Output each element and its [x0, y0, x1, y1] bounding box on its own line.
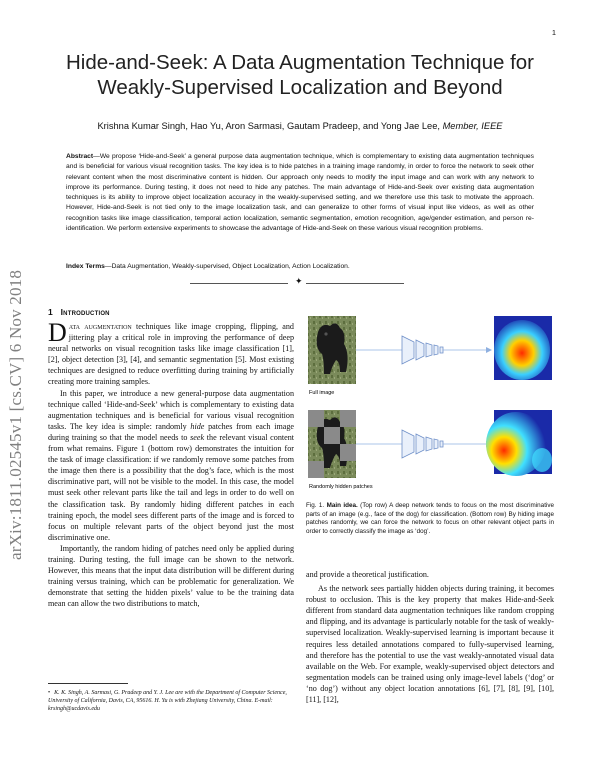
intro-text-2b: patches from each image during training so that the model needs to: [48, 421, 294, 442]
caption-bold: Main idea.: [326, 502, 358, 509]
intro-hide-word: hide: [190, 421, 205, 431]
right-paragraph-0: and provide a theoretical justification.: [306, 570, 429, 579]
heatmap-bottom: [486, 410, 552, 476]
right-paragraph-1: As the network sees partially hidden objects during training, it becomes robust to occlusion. This is the key property that makes Hide-and-Seek different from standard data augmentation techniques like random cropping and flipping, and its advantage is particularly notable for the task of weakly-supervised localization. Weakly-supervised learning is important because it requires less detailed annotations compared to fully-supervised learning, and therefore has the potential to use the vast weakly-annotated visual data available on the Web. For example, weakly-supervised object detectors and segmentation models can be trained using only image-level labels (‘dog’ or ‘no dog’) without any object location annotations [6], [7], [8], [9], [10], [11], [12],: [306, 584, 554, 705]
section-heading: [48, 307, 110, 317]
intro-paragraph-1: [48, 318, 294, 388]
paper-title: Hide-and-Seek: A Data Augmentation Technique for Weakly-Supervised Localization and Beyond: [65, 51, 535, 99]
figure-1: [306, 314, 558, 494]
label-full-image: Full image: [309, 390, 335, 396]
footnote-text: K. K. Singh, A. Sarmasi, G. Pradeep and Y. J. Lee are with the Department of Computer Science, University of California, Davis, CA, 95616. H. Yu is with Zhejiang University, China. E-mail: krsingh@ucdavis.edu: [48, 690, 287, 713]
author-list: [40, 121, 560, 131]
author-membership: Member, IEEE: [442, 121, 503, 131]
intro-seek-word: seek: [190, 432, 205, 442]
intro-text-1: techniques like image cropping, flipping, and jittering play a critical role in improving the performance of deep neural networks on visual recognition tasks like image classification [1], [2], object detection [3], [4], and semantic segmentation [5]. Most existing techniques are designed to reduce overfitting during training by artificially creating more training samples.: [48, 322, 294, 387]
abstract: [66, 152, 534, 234]
section-number: 1: [48, 307, 53, 317]
intro-smallcaps: ata augmentation: [68, 322, 132, 331]
network-bottom: [356, 430, 492, 458]
author-names: Krishna Kumar Singh, Hao Yu, Aron Sarmasi, Gautam Pradeep, and Yong Jae Lee,: [97, 121, 440, 131]
abstract-text: —We propose ‘Hide-and-Seek’ a general purpose data augmentation technique, which is complementary to existing data augmentation techniques and is beneficial for various visual recognition tasks. The key idea is to hide patches in a training image randomly, in order to force the network to seek other relevant content when the most discriminative content is hidden. Our approach only needs to modify the input image and can work with any network to improve its performance. During testing, it does not need to hide any patches. The main advantage of Hide-and-Seek over existing data augmentation techniques is its ability to improve object localization accuracy in the weakly-supervised setting, and we therefore use this task to motivate the approach. However, Hide-and-Seek is not tied only to the image localization task, and can generalize to other forms of visual input like videos, as well as other recognition tasks like image classification, temporal action localization, semantic segmentation, emotion recognition, age/gender estimation, and person re-identification. We perform extensive experiments to showcase the advantage of Hide-and-Seek on these various visual recognition problems.: [66, 153, 534, 233]
caption-label: Fig. 1.: [306, 502, 325, 509]
intro-paragraph-3: Importantly, the random hiding of patches need only be applied during training. During testing, the full image can be shown to the network. However, this means that the input data distribution will be different during training versus training, which can be problematic for generalization. We demonstrate that setting the hidden pixels’ value to be the training data mean can allow the two distributions to match,: [48, 543, 294, 609]
heatmap-top: [494, 316, 552, 380]
index-terms-text: —Data Augmentation, Weakly-supervised, Object Localization, Action Localization.: [104, 263, 350, 270]
intro-text-2a: In this paper, we introduce a new general-purpose data augmentation technique called ‘Hide-and-Seek’ which is complementary to existing data augmentation techniques and is beneficial for various visual recognition tasks. The key idea is simple: randomly: [48, 388, 294, 431]
left-column: [48, 318, 295, 609]
footnote-bullet: •: [48, 690, 51, 696]
caption-text: (Top row) A deep network tends to focus on the most discriminative parts of an image (e.g., face of the dog) for classification. (Bottom row) By hiding image patches randomly, we can force the network to focus on other relevant object parts in order to correctly classify the image as ‘dog’.: [306, 502, 554, 536]
page-number: 1: [551, 28, 556, 37]
footnote-rule: [48, 683, 128, 684]
section-title: Introduction: [60, 307, 110, 317]
hidden-patches-panel: [308, 410, 356, 478]
divider-right: [306, 283, 404, 284]
drop-cap: D: [48, 318, 67, 347]
right-column: [306, 569, 554, 705]
footnote: [48, 689, 294, 714]
figure-1-graphic: [306, 314, 558, 494]
label-hidden-patches: Randomly hidden patches: [309, 484, 373, 490]
intro-paragraph-2: [48, 388, 294, 543]
arxiv-stamp: arXiv:1811.02545v1 [cs.CV] 6 Nov 2018: [6, 269, 25, 560]
index-terms: [66, 262, 534, 272]
index-terms-label: Index Terms: [66, 263, 105, 270]
figure-caption: [306, 502, 554, 537]
abstract-label: Abstract: [66, 153, 94, 160]
intro-text-2c: the relevant visual content from what remains. Figure 1 (bottom row) demonstrates the intuition for the task of image classification: if we randomly remove some patches from the image then there is a possibility that the dog’s face, which is the most discriminative part, will not be visible to the model. In this case, the model must seek other relevant parts like the tail and legs in order to do well on the classification task. By randomly hiding different patches in each training epoch, the model sees different parts of the image and is forced to focus on multiple relevant parts of the object beyond just the most discriminative one.: [48, 432, 295, 542]
divider-left: [190, 283, 288, 284]
divider-ornament: ✦: [295, 277, 303, 287]
full-image-panel: [308, 316, 356, 384]
network-top: [356, 336, 492, 364]
